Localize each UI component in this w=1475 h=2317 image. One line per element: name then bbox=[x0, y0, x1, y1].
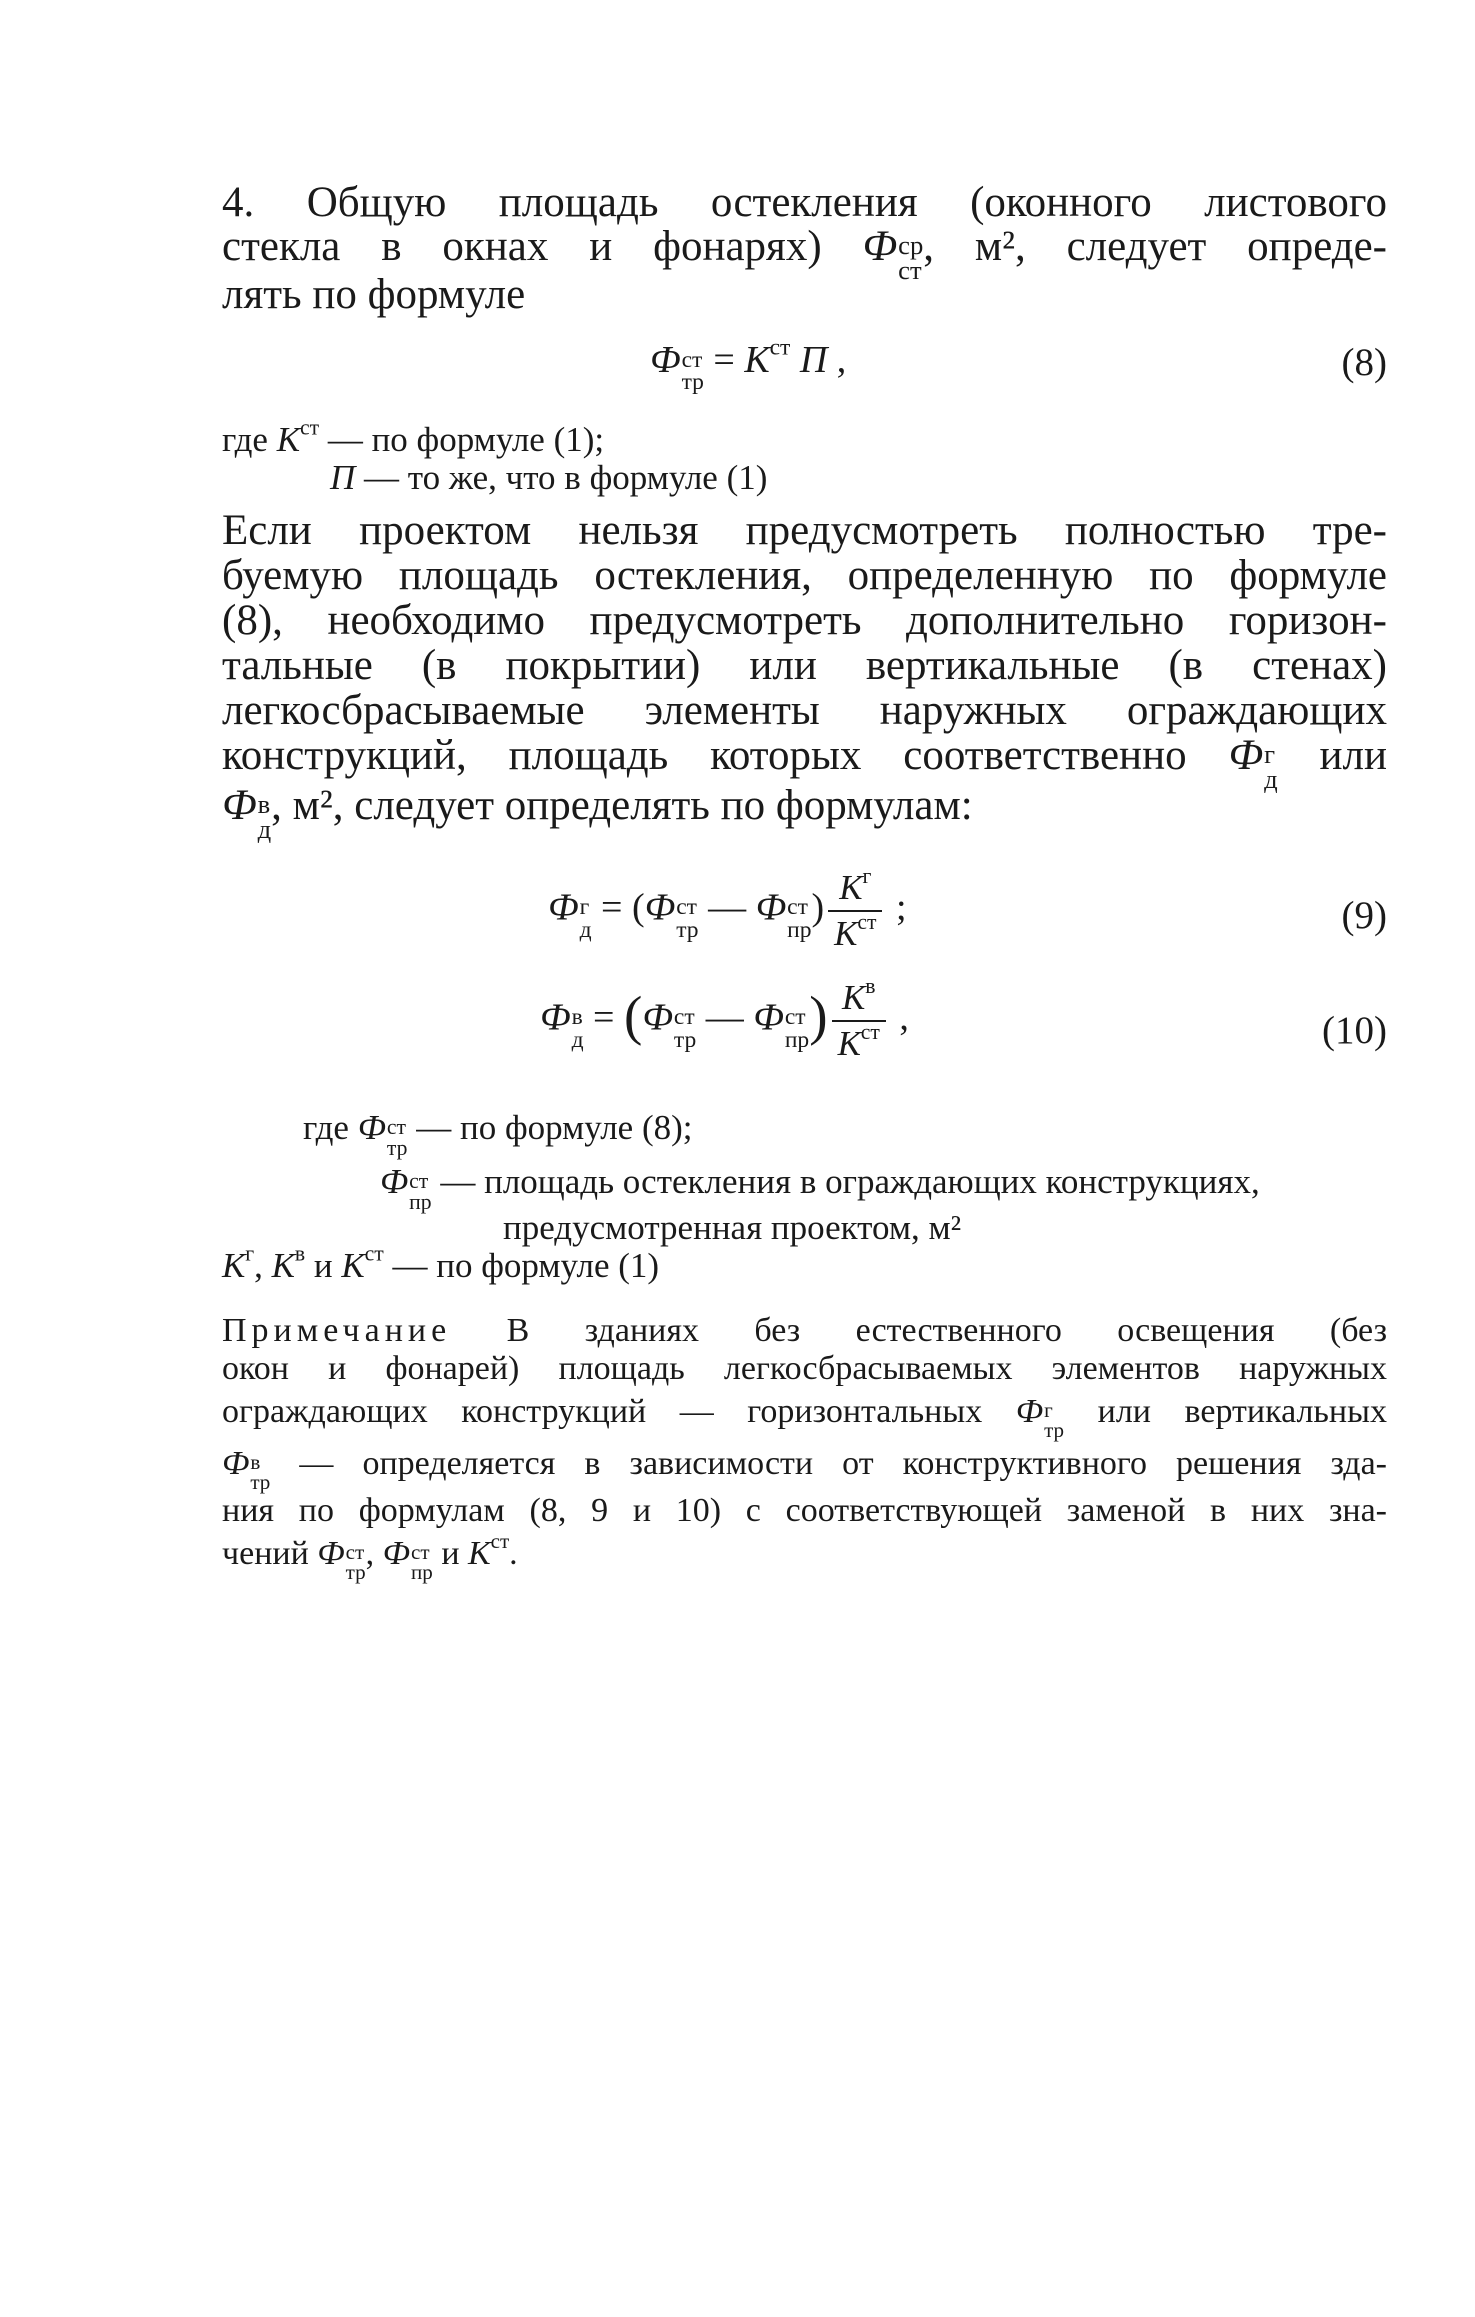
note-line4: Ф в тр — определяется в зависимости от конструктивного решения зда- bbox=[222, 1445, 1387, 1495]
fraction-9: $\frac{К^г}{К^{ст}}$ bbox=[828, 868, 882, 954]
formula-8: Ф ст тр = $К^{ст}$ П , bbox=[650, 334, 847, 396]
para2-line6: конструкций, площадь которых соответственно Ф г д или bbox=[222, 732, 1388, 795]
equation-number-9: (9) bbox=[1341, 894, 1387, 937]
para2-line7: Ф в д , м², следует определять по формулам: bbox=[222, 782, 973, 845]
where2-line3: предусмотренная проектом, м² bbox=[503, 1208, 962, 1247]
note-line5: ния по формулам (8, 9 и 10) с соответствующей заменой в них зна- bbox=[222, 1492, 1387, 1529]
formula-9: Ф г д = (Ф ст тр — Ф ст пр ) $\frac{К^г}{К^{ст}}$ ; bbox=[548, 863, 907, 953]
where2-line2: Ф ст пр — площадь остекления в ограждающих конструкциях, bbox=[380, 1162, 1260, 1214]
fraction-10: $\frac{К^в}{К^{ст}}$ bbox=[832, 978, 886, 1064]
formula-10: Ф в д = (Ф ст тр — Ф ст пр ) $\frac{К^в}{К^{ст}}$ , bbox=[540, 973, 909, 1063]
where2-line1: где Ф ст тр — по формуле (8); bbox=[303, 1108, 693, 1160]
para2-line3: (8), необходимо предусмотреть дополнительно горизон- bbox=[222, 597, 1387, 644]
para1-line1: 4. Общую площадь остекления (оконного листового bbox=[222, 179, 1387, 226]
para2-line5: легкосбрасываемые элементы наружных ограждающих bbox=[222, 687, 1387, 734]
where1-line2: П — то же, что в формуле (1) bbox=[330, 458, 768, 497]
para2-line4: тальные (в покрытии) или вертикальные (в стенах) bbox=[222, 642, 1387, 689]
para1-line3: лять по формуле bbox=[222, 271, 526, 318]
where1-line1: где $К^{ст}$ — по формуле (1); bbox=[222, 415, 605, 459]
where2-line4: $К^г$, $К^в$ и $К^{ст}$ — по формуле (1) bbox=[222, 1241, 660, 1285]
note-line2: окон и фонарей) площадь легкосбрасываемых элементов наружных bbox=[222, 1350, 1387, 1387]
equation-number-10: (10) bbox=[1322, 1009, 1387, 1052]
para2-line1: Если проектом нельзя предусмотреть полностью тре- bbox=[222, 507, 1387, 554]
note-line3: ограждающих конструкций — горизонтальных Ф г тр или вертикальных bbox=[222, 1393, 1387, 1443]
para2-line2: буемую площадь остекления, определенную по формуле bbox=[222, 552, 1387, 599]
note-line1: Примечание В зданиях без естественного освещения (без bbox=[222, 1312, 1387, 1349]
note-line6: чений Ф ст тр , Ф ст пр и $К^{ст}$. bbox=[222, 1529, 518, 1585]
note-label: Примечание bbox=[222, 1312, 452, 1349]
equation-number-8: (8) bbox=[1341, 341, 1387, 384]
para1-line2: стекла в окнах и фонарях) Ф ср ст , м², следует опреде- bbox=[222, 223, 1387, 286]
